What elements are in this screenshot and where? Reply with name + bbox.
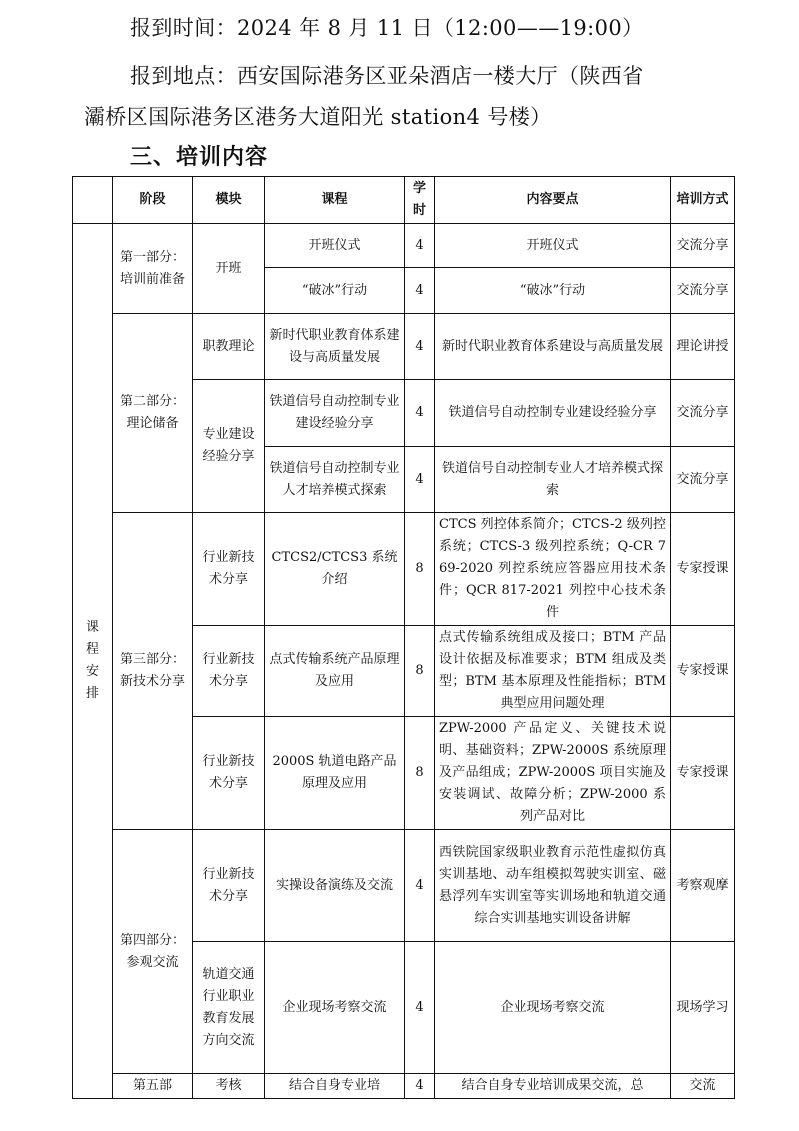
course-cell: 开班仪式 <box>265 224 405 268</box>
table-row <box>73 1074 735 1099</box>
course-cell: 铁道信号自动控制专业人才培养模式探索 <box>265 447 405 513</box>
table-row <box>73 513 735 626</box>
course-cell: 点式传输系统产品原理及应用 <box>265 626 405 717</box>
content-cell: 西铁院国家级职业教育示范性虚拟仿真实训基地、动车组模拟驾驶实训室、磁悬浮列车实训室等实训场地和轨道交通综合实训基地实训设备讲解 <box>435 830 671 942</box>
content-cell: 结合自身专业培训成果交流，总 <box>435 1074 671 1099</box>
header-course: 课程 <box>265 177 405 224</box>
course-cell: “破冰”行动 <box>265 268 405 314</box>
hours-cell: 4 <box>405 314 435 380</box>
content-cell: 铁道信号自动控制专业人才培养模式探索 <box>435 447 671 513</box>
module-cell: 考核 <box>193 1074 265 1099</box>
hours-cell: 8 <box>405 626 435 717</box>
stage-cell: 第四部分：参观交流 <box>113 830 193 1074</box>
header-method: 培训方式 <box>671 177 735 224</box>
stage-cell: 第一部分：培训前准备 <box>113 224 193 314</box>
registration-time: 报到时间：2024 年 8 月 11 日（12:00——19:00） <box>130 16 644 40</box>
section-title: 三、培训内容 <box>130 145 269 170</box>
method-cell: 理论讲授 <box>671 314 735 380</box>
course-cell: 实操设备演练及交流 <box>265 830 405 942</box>
module-cell: 行业新技术分享 <box>193 513 265 626</box>
module-cell: 行业新技术分享 <box>193 717 265 830</box>
content-cell: ZPW-2000 产品定义、关键技术说明、基础资料；ZPW-2000S 系统原理及产品组成；ZPW-2000S 项目实施及安装调试、故障分析；ZPW-2000 系列产品对比 <box>435 717 671 830</box>
method-cell: 交流分享 <box>671 224 735 268</box>
hours-cell: 4 <box>405 380 435 447</box>
method-cell: 专家授课 <box>671 626 735 717</box>
hours-cell: 4 <box>405 224 435 268</box>
course-cell: CTCS2/CTCS3 系统介绍 <box>265 513 405 626</box>
method-cell: 交流 <box>671 1074 735 1099</box>
module-cell: 行业新技术分享 <box>193 626 265 717</box>
method-cell: 专家授课 <box>671 513 735 626</box>
header-content: 内容要点 <box>435 177 671 224</box>
course-cell: 企业现场考察交流 <box>265 942 405 1074</box>
header-hours: 学时 <box>405 177 435 224</box>
category-cell <box>73 224 113 1099</box>
method-cell: 交流分享 <box>671 268 735 314</box>
method-cell: 交流分享 <box>671 380 735 447</box>
hours-cell: 4 <box>405 1074 435 1099</box>
header-module: 模块 <box>193 177 265 224</box>
table-row <box>73 224 735 268</box>
content-cell: 点式传输系统组成及接口；BTM 产品设计依据及标准要求；BTM 组成及类型；BTM 基本原理及性能指标；BTM 典型应用问题处理 <box>435 626 671 717</box>
method-cell: 交流分享 <box>671 447 735 513</box>
registration-place-line2: 灞桥区国际港务区港务大道阳光 station4 号楼） <box>84 105 552 129</box>
module-cell: 专业建设经验分享 <box>193 380 265 513</box>
header-stage: 阶段 <box>113 177 193 224</box>
course-cell: 结合自身专业培 <box>265 1074 405 1099</box>
stage-cell: 第三部分：新技术分享 <box>113 513 193 830</box>
module-cell: 行业新技术分享 <box>193 830 265 942</box>
method-cell: 考察观摩 <box>671 830 735 942</box>
registration-place-line1: 报到地点：西安国际港务区亚朵酒店一楼大厅（陕西省 <box>130 64 644 88</box>
course-cell: 2000S 轨道电路产品原理及应用 <box>265 717 405 830</box>
table-row <box>73 314 735 380</box>
hours-cell: 4 <box>405 830 435 942</box>
method-cell: 现场学习 <box>671 942 735 1074</box>
method-cell: 专家授课 <box>671 717 735 830</box>
module-cell: 职教理论 <box>193 314 265 380</box>
table-row <box>73 830 735 942</box>
content-cell: 新时代职业教育体系建设与高质量发展 <box>435 314 671 380</box>
table-header-row <box>73 177 735 224</box>
stage-cell: 第五部 <box>113 1074 193 1099</box>
hours-cell: 4 <box>405 447 435 513</box>
course-cell: 铁道信号自动控制专业建设经验分享 <box>265 380 405 447</box>
training-content-table <box>72 176 735 1099</box>
hours-cell: 4 <box>405 268 435 314</box>
module-cell: 轨道交通行业职业教育发展方向交流 <box>193 942 265 1074</box>
header-category-blank <box>73 177 113 224</box>
content-cell: 开班仪式 <box>435 224 671 268</box>
hours-cell: 8 <box>405 513 435 626</box>
content-cell: 企业现场考察交流 <box>435 942 671 1074</box>
content-cell: CTCS 列控体系简介；CTCS-2 级列控系统；CTCS-3 级列控系统；Q-CR 769-2020 列控系统应答器应用技术条件；QCR 817-2021 列控中心技术条件 <box>435 513 671 626</box>
course-cell: 新时代职业教育体系建设与高质量发展 <box>265 314 405 380</box>
hours-cell: 8 <box>405 717 435 830</box>
module-cell: 开班 <box>193 224 265 314</box>
content-cell: “破冰”行动 <box>435 268 671 314</box>
hours-cell: 4 <box>405 942 435 1074</box>
category-label: 课程安排 <box>85 620 99 701</box>
stage-cell: 第二部分：理论储备 <box>113 314 193 513</box>
content-cell: 铁道信号自动控制专业建设经验分享 <box>435 380 671 447</box>
